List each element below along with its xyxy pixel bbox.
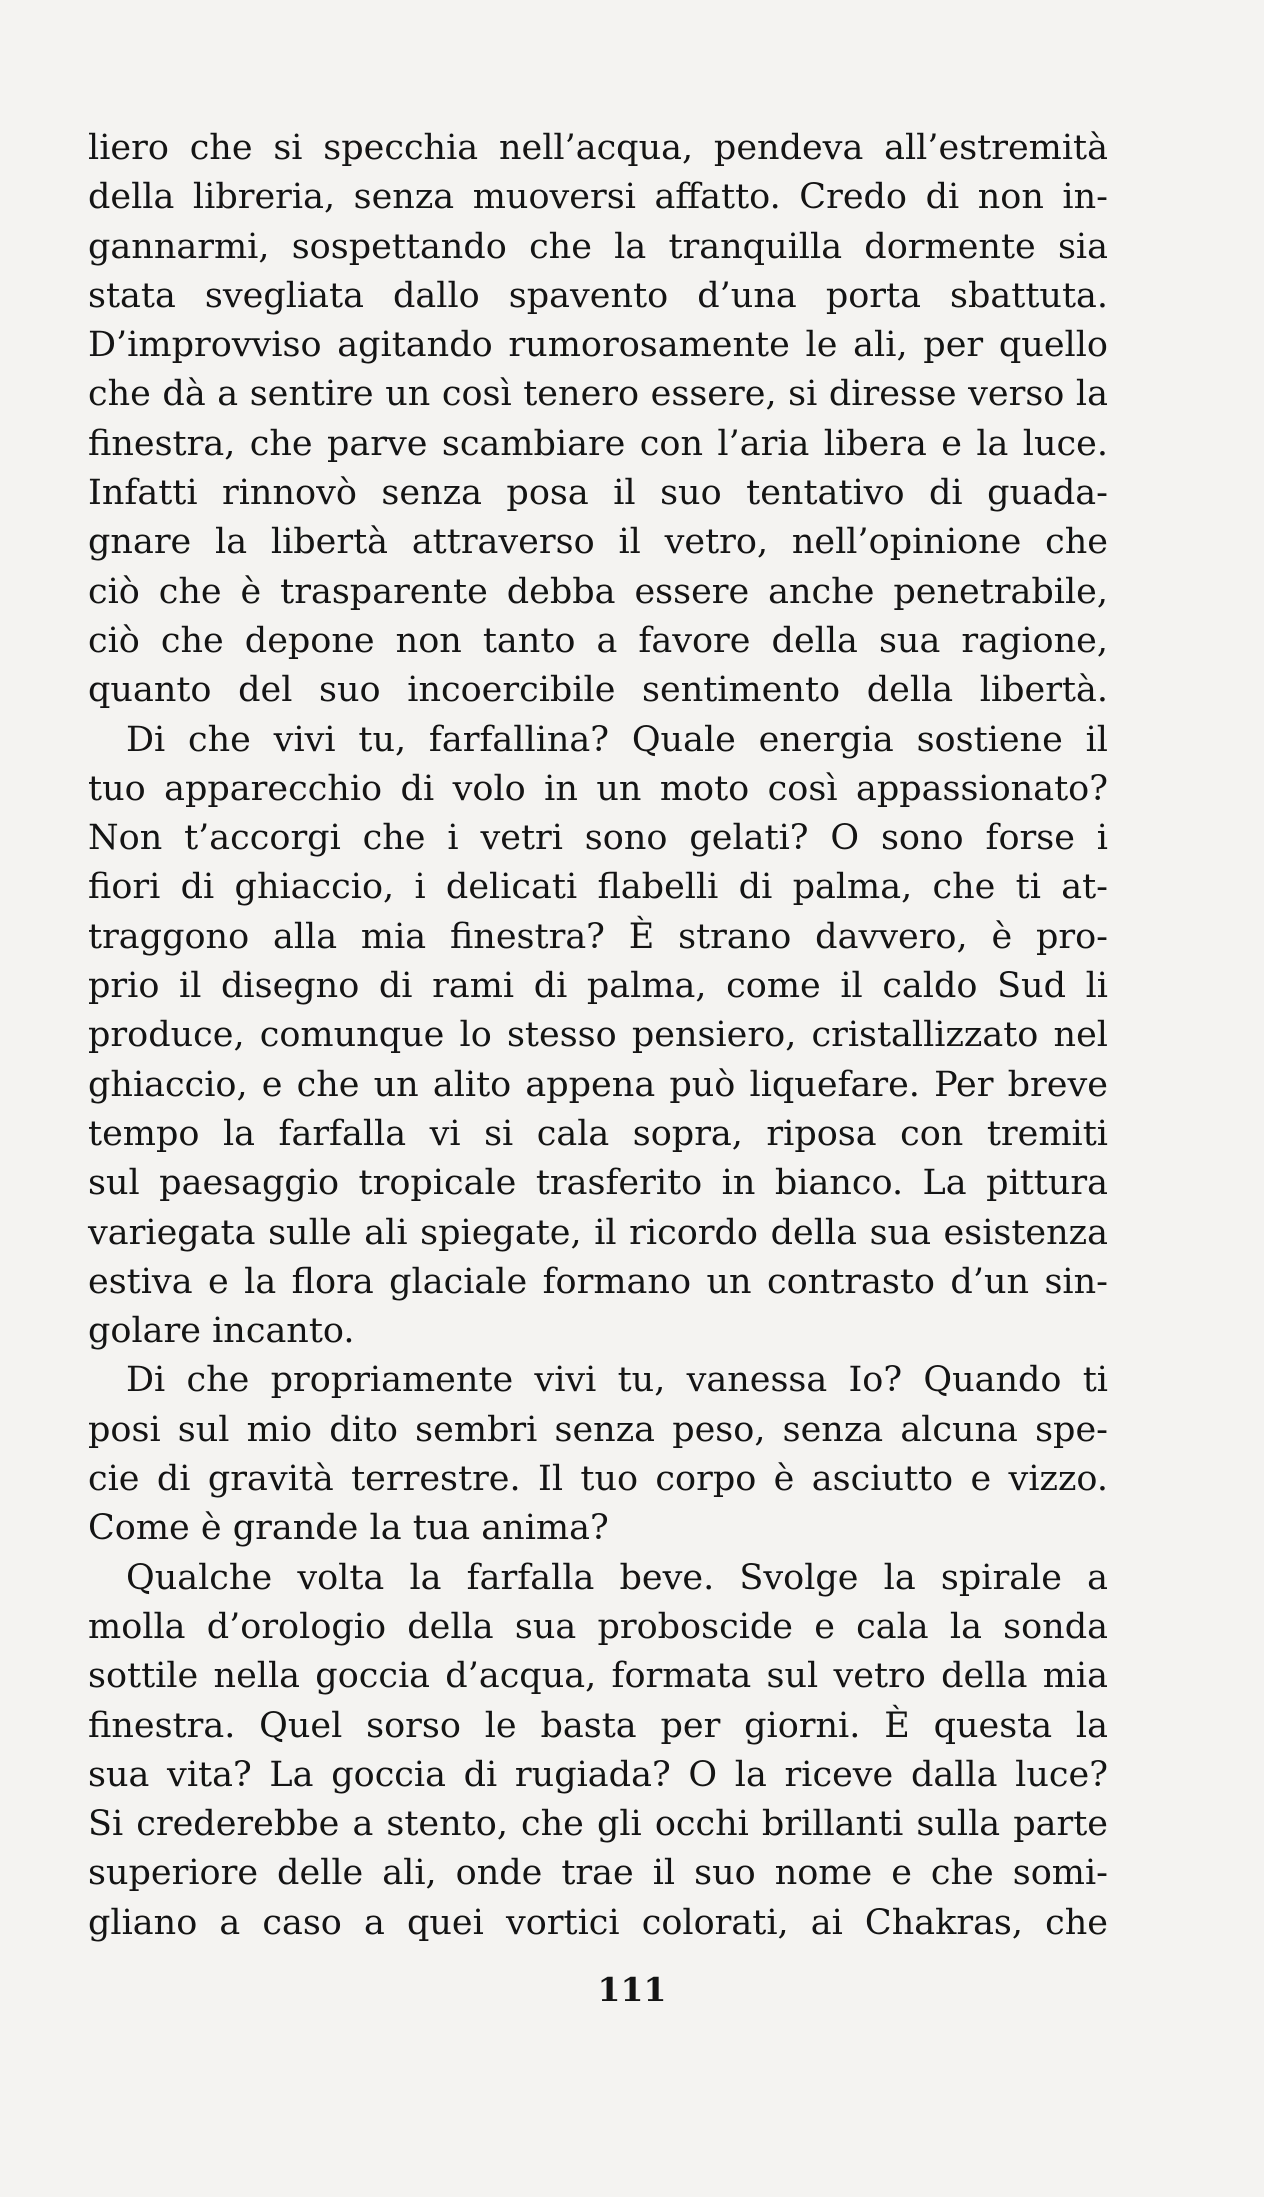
text-line: tuo apparecchio di volo in un moto così appassionato? [88,768,1108,809]
text-line: D’improvviso agitando rumorosamente le ali, per quello [88,325,1108,366]
text-line: liero che si specchia nell’acqua, pendeva all’estremità [88,128,1108,168]
text-line: sottile nella goccia d’acqua, formata sul vetro della mia [88,1656,1108,1697]
text-line: molla d’orologio della sua proboscide e cala la sonda [88,1606,1108,1647]
text-line: variegata sulle ali spiegate, il ricordo della sua esistenza [88,1212,1108,1253]
text-line: che dà a sentire un così tenero essere, si diresse verso la [88,374,1108,415]
text-line: finestra. Quel sorso le basta per giorni. È questa la [88,1705,1108,1746]
text-line: Come è grande la tua anima? [88,1508,609,1549]
text-line: stata svegliata dallo spavento d’una porta sbattuta. [88,275,1108,316]
text-line: quanto del suo incoercibile sentimento della libertà. [88,670,1108,711]
text-line: della libreria, senza muoversi affatto. Credo di non in- [88,177,1108,218]
text-line: ciò che depone non tanto a favore della sua ragione, [88,620,1108,661]
text-line: gliano a caso a quei vortici colorati, ai Chakras, che [88,1902,1108,1943]
text-line: Infatti rinnovò senza posa il suo tentativo di guada- [88,473,1108,514]
text-line: prio il disegno di rami di palma, come il caldo Sud li [88,966,1108,1007]
text-line: cie di gravità terrestre. Il tuo corpo è asciutto e vizzo. [88,1459,1108,1500]
text-line: ghiaccio, e che un alito appena può liquefare. Per breve [88,1064,1108,1105]
text-line: gannarmi, sospettando che la tranquilla dormente sia [88,226,1108,267]
text-line: sua vita? La goccia di rugiada? O la riceve dalla luce? [88,1754,1108,1795]
text-line: Si crederebbe a stento, che gli occhi brillanti sulla parte [88,1804,1108,1845]
body-text [88,124,1108,1948]
text-line: golare incanto. [88,1311,355,1352]
text-line: Di che propriamente vivi tu, vanessa Io? Quando ti [126,1360,1108,1401]
text-line: traggono alla mia finestra? È strano davvero, è pro- [88,916,1108,957]
text-line: Non t’accorgi che i vetri sono gelati? O sono forse i [88,818,1108,859]
text-line: posi sul mio dito sembri senza peso, senza alcuna spe- [88,1409,1108,1450]
text-line: gnare la libertà attraverso il vetro, nell’opinione che [88,522,1108,563]
text-line: produce, comunque lo stesso pensiero, cristallizzato nel [88,1015,1108,1056]
text-line: finestra, che parve scambiare con l’aria libera e la luce. [88,423,1108,464]
page-number: 111 [597,1970,667,2009]
text-line: Di che vivi tu, farfallina? Quale energia sostiene il [126,719,1108,760]
text-line: fiori di ghiaccio, i delicati flabelli di palma, che ti at- [88,867,1108,908]
text-line: tempo la farfalla vi si cala sopra, riposa con tremiti [88,1113,1108,1154]
text-line: sul paesaggio tropicale trasferito in bianco. La pittura [88,1163,1108,1204]
text-line: Qualche volta la farfalla beve. Svolge la spirale a [126,1557,1108,1598]
text-line: superiore delle ali, onde trae il suo nome e che somi- [88,1853,1108,1894]
text-line: estiva e la flora glaciale formano un contrasto d’un sin- [88,1261,1108,1302]
text-line: ciò che è trasparente debba essere anche penetrabile, [88,571,1108,612]
